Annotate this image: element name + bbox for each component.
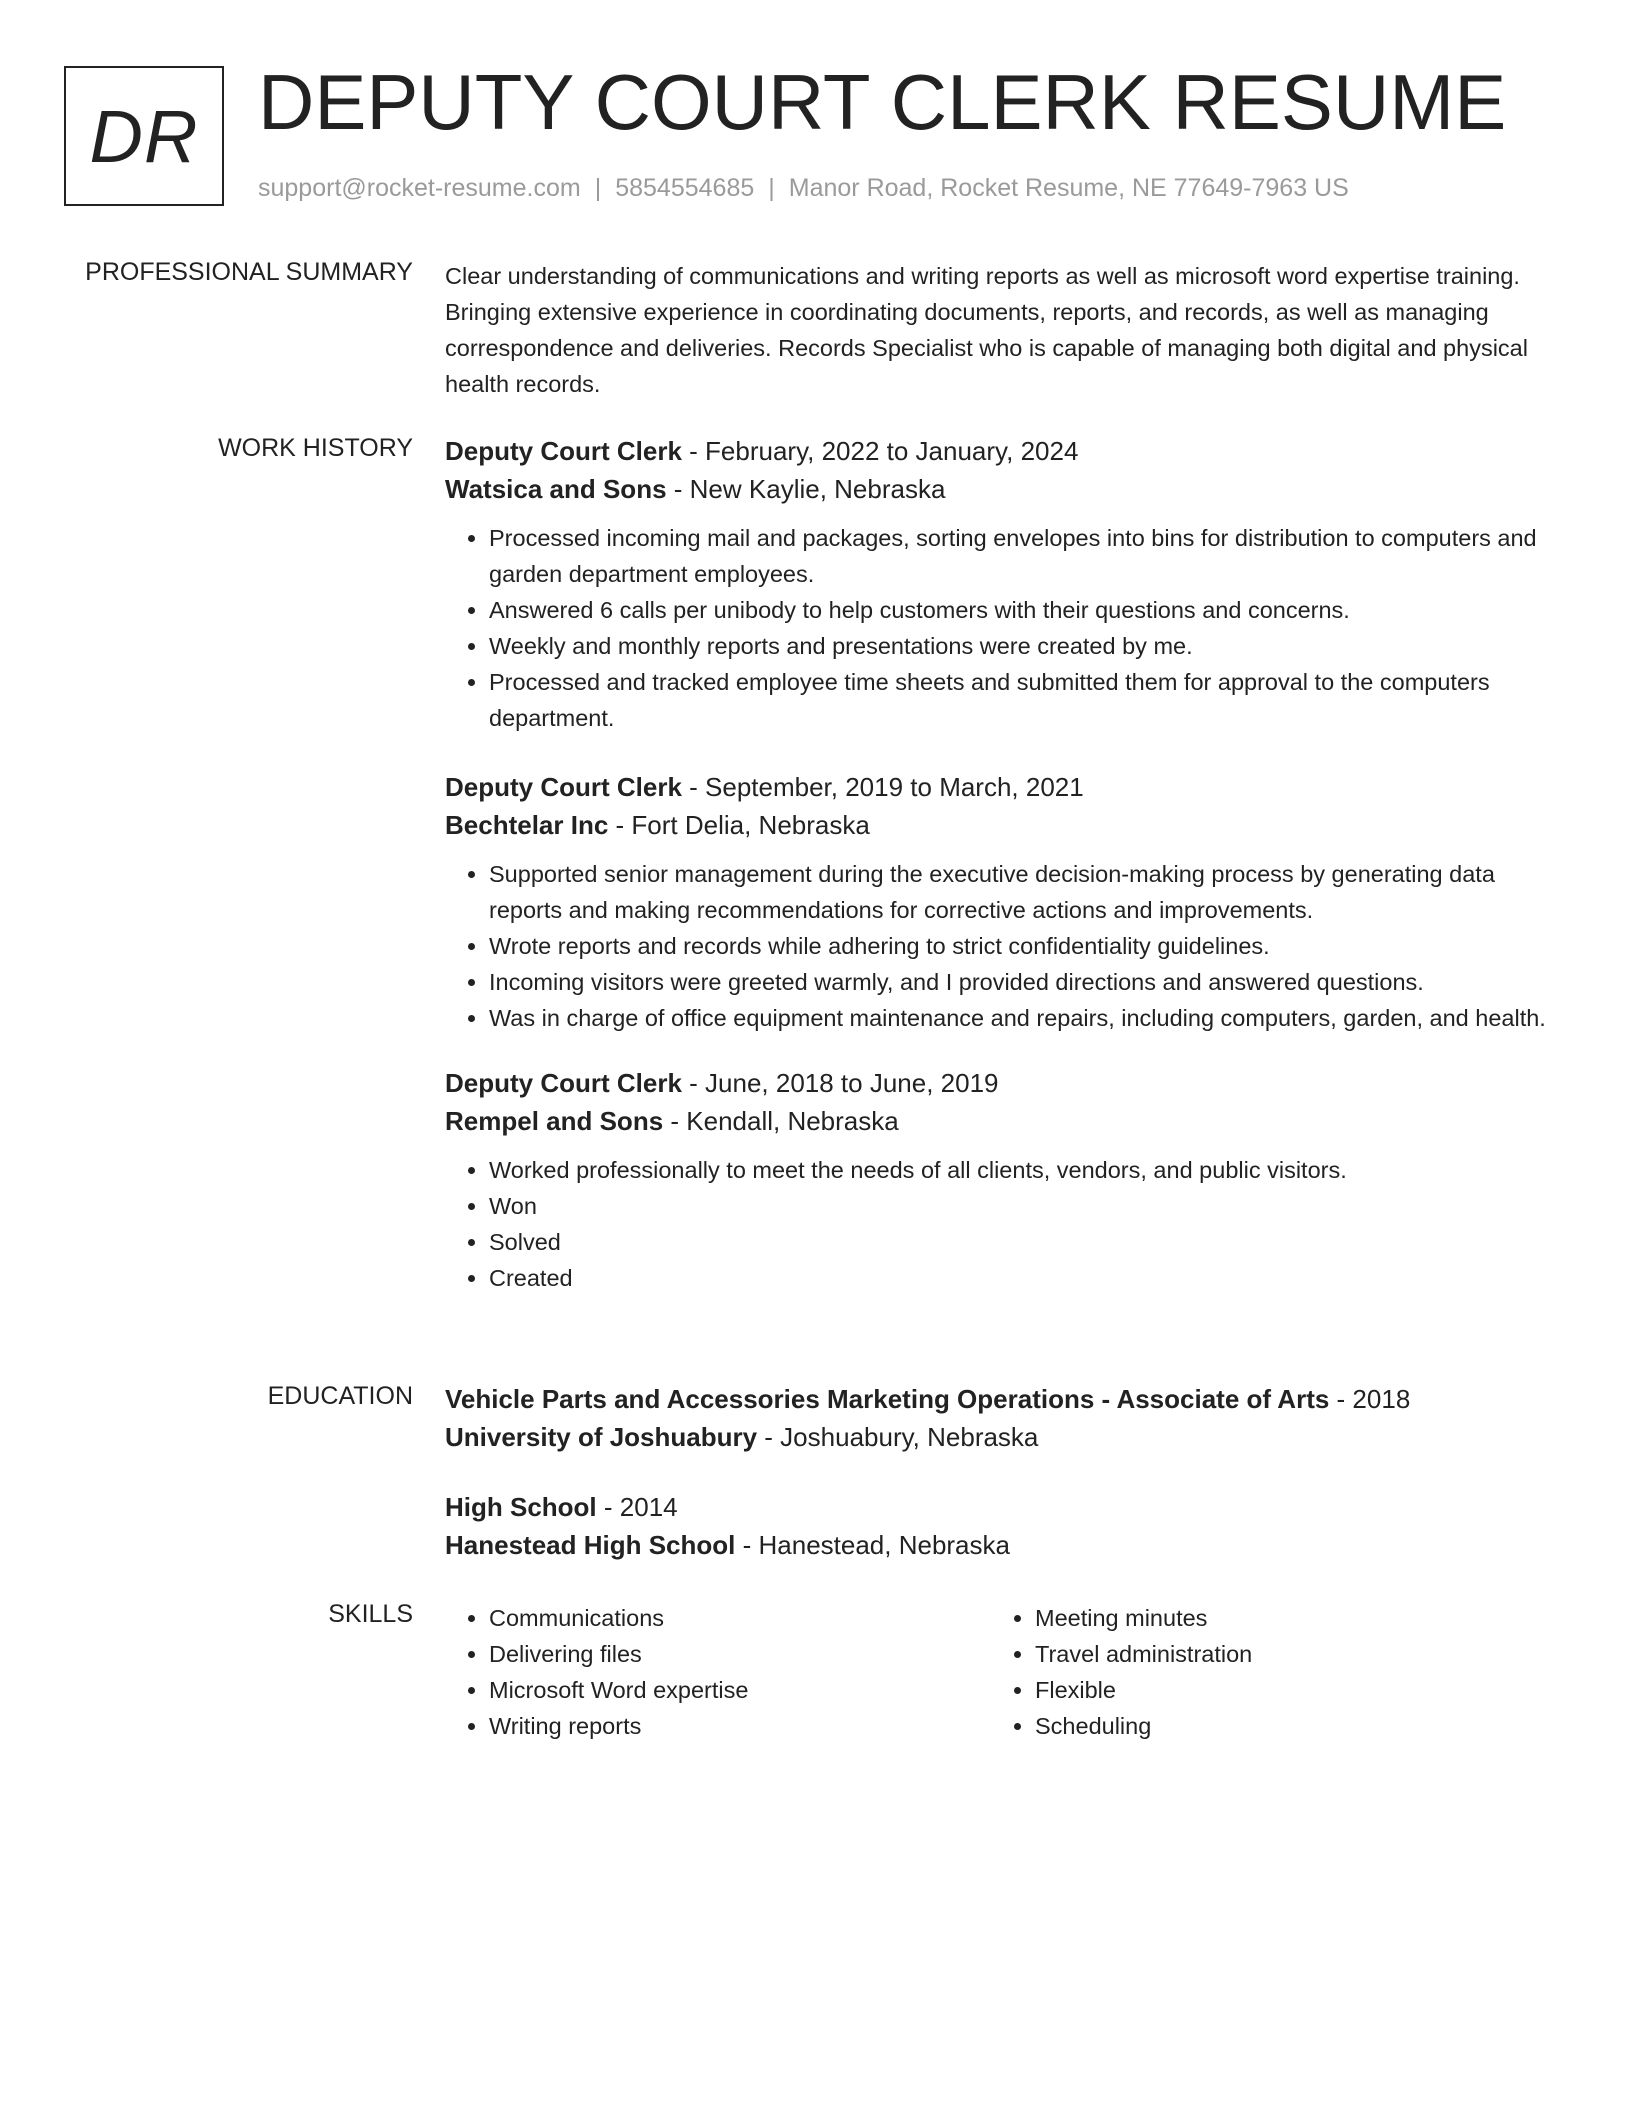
job-company: Bechtelar Inc: [445, 810, 609, 840]
contact-separator: |: [768, 174, 775, 202]
skill-item: • Writing reports: [489, 1708, 991, 1744]
section-label-summary: PROFESSIONAL SUMMARY: [85, 258, 413, 286]
job-bullet: • Weekly and monthly reports and presentations were created by me.: [489, 628, 1565, 664]
section-label-education: EDUCATION: [267, 1382, 413, 1410]
skills-column-right: [991, 1600, 1537, 1744]
job-bullets: [445, 520, 1565, 736]
job-bullet: • Processed and tracked employee time sheets and submitted them for approval to the computers department.: [489, 664, 1565, 736]
contact-address: Manor Road, Rocket Resume, NE 77649-7963 US: [788, 174, 1349, 202]
skill-item: • Delivering files: [489, 1636, 991, 1672]
skill-item: • Meeting minutes: [1035, 1600, 1537, 1636]
job-title-line: [445, 432, 1565, 470]
job-bullet: • Processed incoming mail and packages, sorting envelopes into bins for distribution to computers and garden department employees.: [489, 520, 1565, 592]
education-location: - Joshuabury, Nebraska: [757, 1422, 1039, 1452]
section-label-skills: SKILLS: [328, 1600, 413, 1628]
job-title-line: [445, 1064, 1565, 1102]
job-bullets: [445, 1152, 1565, 1296]
education-body: [445, 1380, 1565, 1596]
job-company-line: [445, 1102, 1565, 1140]
skills-list: [991, 1600, 1537, 1744]
job-title: Deputy Court Clerk: [445, 436, 682, 466]
job-bullet: • Supported senior management during the executive decision-making process by generating data reports and making recommendations for corrective actions and improvements.: [489, 856, 1565, 928]
education-entry: [445, 1380, 1565, 1456]
job-bullet: • Wrote reports and records while adhering to strict confidentiality guidelines.: [489, 928, 1565, 964]
education-school: University of Joshuabury: [445, 1422, 758, 1452]
skills-list: [445, 1600, 991, 1744]
contact-line: [258, 174, 1349, 203]
education-degree: Vehicle Parts and Accessories Marketing Operations - Associate of Arts: [445, 1384, 1330, 1414]
contact-separator: |: [594, 174, 602, 202]
section-label-work-history: WORK HISTORY: [218, 434, 413, 462]
skills-grid: [445, 1600, 1545, 1744]
education-degree-line: [445, 1488, 1565, 1526]
job-dates: - September, 2019 to March, 2021: [681, 772, 1084, 802]
education-school-line: [445, 1526, 1565, 1564]
monogram-badge: DR: [64, 66, 224, 206]
job-title: Deputy Court Clerk: [445, 1068, 682, 1098]
job-bullet: • Incoming visitors were greeted warmly, and I provided directions and answered questions.: [489, 964, 1565, 1000]
job-company-line: [445, 470, 1565, 508]
job-company: Watsica and Sons: [445, 474, 667, 504]
education-year: - 2018: [1329, 1384, 1411, 1414]
skills-body: [445, 1600, 1565, 1744]
job-location: - Kendall, Nebraska: [663, 1106, 899, 1136]
job-dates: - June, 2018 to June, 2019: [681, 1068, 999, 1098]
job-bullet: • Created: [489, 1260, 1565, 1296]
work-history-body: [445, 432, 1565, 1318]
job-bullet: • Was in charge of office equipment maintenance and repairs, including computers, garden, and health.: [489, 1000, 1565, 1036]
job-title: Deputy Court Clerk: [445, 772, 682, 802]
resume-title: DEPUTY COURT CLERK RESUME: [258, 58, 1507, 146]
summary-body: [445, 258, 1565, 402]
skill-item: • Travel administration: [1035, 1636, 1537, 1672]
skills-column-left: [445, 1600, 991, 1744]
job-location: - Fort Delia, Nebraska: [608, 810, 870, 840]
job-entry: [445, 1064, 1565, 1296]
skill-item: • Communications: [489, 1600, 991, 1636]
job-entry: [445, 768, 1565, 1036]
education-school-line: [445, 1418, 1565, 1456]
job-company: Rempel and Sons: [445, 1106, 664, 1136]
job-bullet: • Answered 6 calls per unibody to help customers with their questions and concerns.: [489, 592, 1565, 628]
job-title-line: [445, 768, 1565, 806]
skill-item: • Microsoft Word expertise: [489, 1672, 991, 1708]
summary-text: Clear understanding of communications and writing reports as well as microsoft word expertise training. Bringing extensive experience in coordinating documents, reports, and records, as well as managing correspondence and deliveries. Records Specialist who is capable of managing both digital and physical health records.: [445, 263, 1528, 397]
job-bullet: • Worked professionally to meet the needs of all clients, vendors, and public visitors.: [489, 1152, 1565, 1188]
education-school: Hanestead High School: [445, 1530, 736, 1560]
education-degree-line: [445, 1380, 1565, 1418]
job-entry: [445, 432, 1565, 736]
education-year: - 2014: [596, 1492, 678, 1522]
job-location: - New Kaylie, Nebraska: [666, 474, 946, 504]
job-bullet: • Won: [489, 1188, 1565, 1224]
education-entry: [445, 1488, 1565, 1564]
job-company-line: [445, 806, 1565, 844]
job-bullet: • Solved: [489, 1224, 1565, 1260]
education-location: - Hanestead, Nebraska: [735, 1530, 1010, 1560]
skill-item: • Flexible: [1035, 1672, 1537, 1708]
contact-phone: 5854554685: [615, 174, 755, 202]
job-dates: - February, 2022 to January, 2024: [681, 436, 1079, 466]
contact-email: support@rocket-resume.com: [258, 174, 581, 202]
job-bullets: [445, 856, 1565, 1036]
education-degree: High School: [445, 1492, 597, 1522]
skill-item: • Scheduling: [1035, 1708, 1537, 1744]
